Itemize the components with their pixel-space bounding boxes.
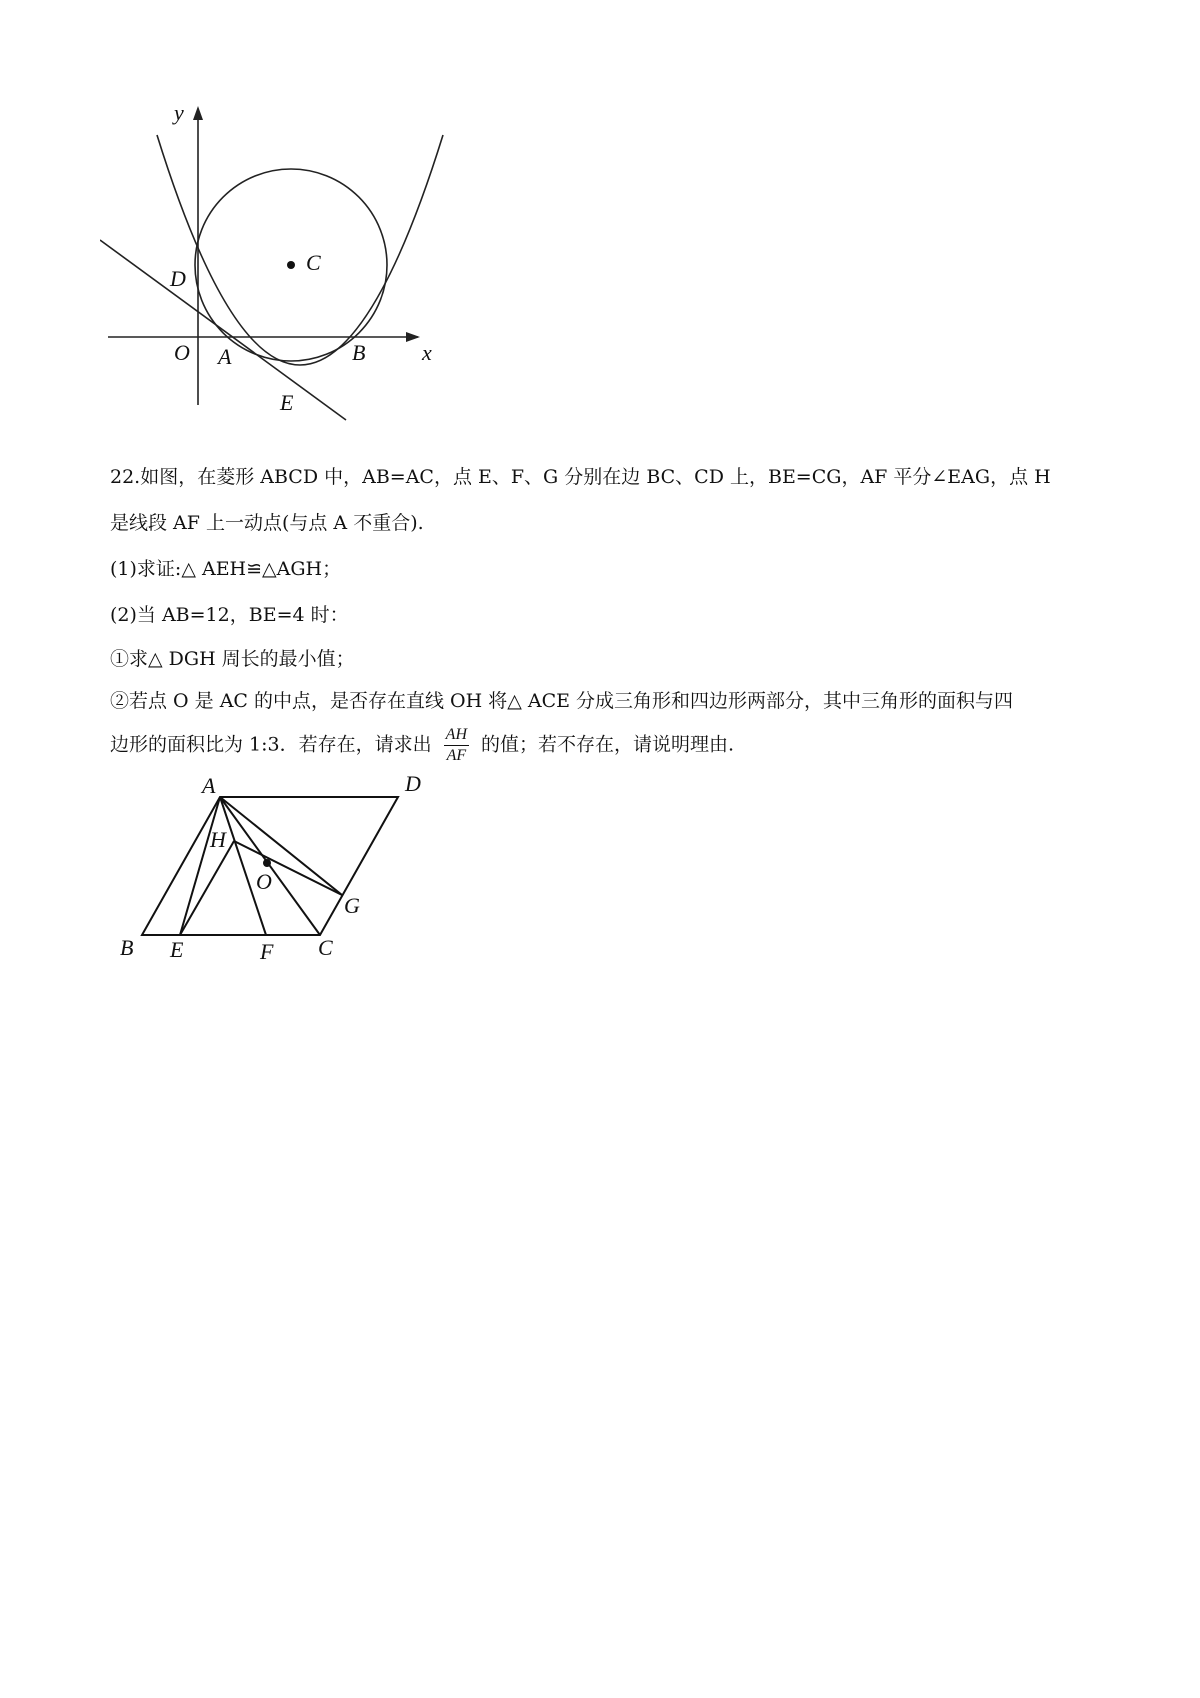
fraction-ah-af xyxy=(444,726,469,765)
label-d: D xyxy=(170,266,186,291)
segment-ae xyxy=(180,797,220,935)
segment-af xyxy=(220,797,266,935)
figure-parabola-circle xyxy=(100,100,460,450)
y-axis-arrow xyxy=(193,106,203,120)
x-axis-arrow xyxy=(406,332,420,342)
label-c: C xyxy=(306,250,321,275)
fraction-numerator: AH xyxy=(444,726,469,746)
figure-parabola-circle-svg xyxy=(100,100,460,450)
label-h2: H xyxy=(210,827,226,852)
problem-line-5: ①求△ DGH 周长的最小值； xyxy=(110,648,355,670)
center-point-c xyxy=(287,261,295,269)
label-f2: F xyxy=(260,939,274,964)
label-c2: C xyxy=(318,935,333,960)
figure-rhombus xyxy=(110,765,440,975)
point-o xyxy=(263,859,271,867)
fraction-denominator: AF xyxy=(446,747,467,764)
figure-rhombus-svg xyxy=(110,765,440,975)
problem-line-2: 是线段 AF 上一动点(与点 A 不重合). xyxy=(110,512,424,534)
label-o2: O xyxy=(256,869,272,894)
label-o: O xyxy=(174,340,190,365)
problem-line-7-post: 的值；若不存在，请说明理由. xyxy=(481,733,735,756)
label-b: B xyxy=(352,340,366,365)
label-e: E xyxy=(280,390,294,415)
label-d2: D xyxy=(405,771,421,796)
label-x: x xyxy=(422,340,432,365)
problem-line-3: (1)求证:△ AEH≌△AGH； xyxy=(110,558,342,580)
problem-line-4: (2)当 AB=12，BE=4 时： xyxy=(110,604,349,626)
label-a2: A xyxy=(202,773,216,798)
problem-line-6: ②若点 O 是 AC 的中点，是否存在直线 OH 将△ ACE 分成三角形和四边形两部分，其中三角形的面积与四 xyxy=(110,690,1014,712)
problem-line-7 xyxy=(110,726,734,765)
label-g2: G xyxy=(344,893,360,918)
label-a: A xyxy=(218,344,232,369)
label-y: y xyxy=(174,100,184,125)
label-e2: E xyxy=(170,937,184,962)
problem-line-7-pre: 边形的面积比为 1:3．若存在，请求出 xyxy=(110,733,432,756)
problem-line-1: 22.如图，在菱形 ABCD 中，AB=AC，点 E、F、G 分别在边 BC、CD 上，BE=CG，AF 平分∠EAG，点 H xyxy=(110,466,1051,488)
label-b2: B xyxy=(120,935,134,960)
